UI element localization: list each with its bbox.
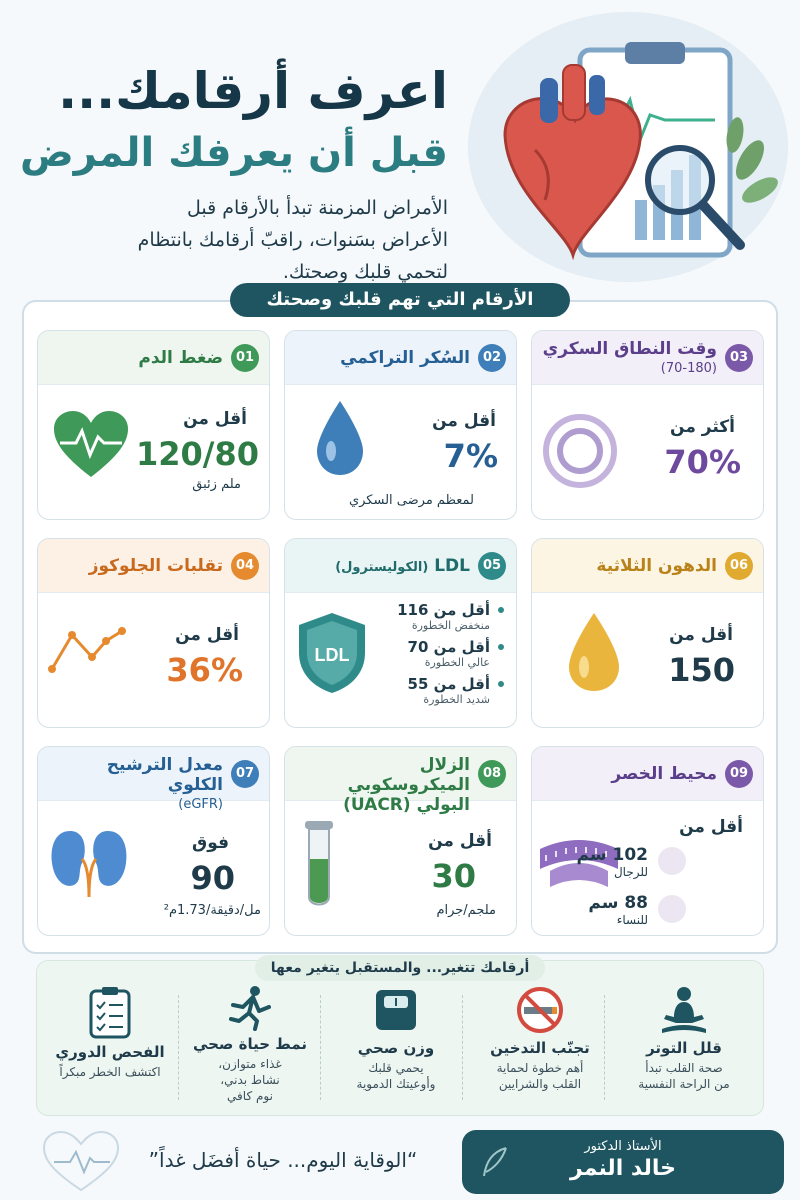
card-title: ضغط الدم: [138, 348, 223, 368]
card-number: 02: [478, 344, 506, 372]
desc-line: من الراحة النفسية: [638, 1077, 730, 1091]
card-blood-pressure: [37, 330, 270, 520]
ldl-shield-icon: [295, 611, 369, 695]
scale-icon: [371, 985, 421, 1035]
card-waist-circumference: [531, 746, 764, 936]
card-uacr: [284, 746, 517, 936]
ldl-risk-note: شديد الخطورة: [423, 693, 490, 706]
card-title: [293, 556, 470, 578]
card-number: 05: [478, 552, 506, 580]
card-title: [293, 755, 470, 815]
card-header: [285, 331, 516, 385]
card-title-line2: البولي (UACR): [343, 795, 470, 815]
card-number: 08: [478, 760, 506, 788]
ldl-targets-list: [384, 601, 504, 712]
author-badge: [462, 1130, 784, 1194]
lifestyle-item-reduce-stress: [614, 985, 754, 1110]
target-ring-icon: [540, 411, 620, 491]
list-item: [384, 675, 504, 707]
value-label: أقل من: [679, 817, 743, 837]
lifestyle-title: أرقامك تتغير... والمستقبل يتغير معها: [255, 955, 545, 981]
card-time-in-range: [531, 330, 764, 520]
lifestyle-item-title: وزن صحي: [357, 1039, 435, 1057]
card-header: [38, 331, 269, 385]
card-header: [532, 539, 763, 593]
kidneys-icon: [48, 827, 130, 899]
card-ldl: [284, 538, 517, 728]
page-title: اعرف أرقامك...: [58, 62, 448, 120]
waist-women-value: 88 سم: [588, 893, 648, 913]
value: 120/80: [135, 435, 259, 473]
woman-avatar-icon: [658, 895, 686, 923]
heart-clipboard-illustration: [485, 40, 785, 280]
waist-women-row: [540, 893, 690, 929]
lifestyle-item-description: [470, 1060, 610, 1092]
value: 150: [668, 651, 735, 689]
card-title-range: (70-180): [660, 361, 717, 376]
value-label: أقل من: [432, 411, 496, 431]
waist-men-value: 102 سم: [576, 845, 648, 865]
card-egfr: [37, 746, 270, 936]
footer-quote: “الوقاية اليوم... حياة أفضَل غداً”: [148, 1148, 418, 1172]
author-name: خالد النمر: [570, 1156, 676, 1181]
card-title-text: وقت النطاق السكري: [542, 339, 717, 359]
desc-line: غذاء متوازن،: [218, 1057, 282, 1071]
value-unit: مل/دقيقة/1.73م²: [163, 903, 261, 918]
test-tube-icon: [299, 819, 339, 915]
waist-women-label: للنساء: [616, 913, 648, 927]
card-glucose-variability: [37, 538, 270, 728]
desc-line: نوم كافي: [227, 1089, 273, 1103]
ldl-risk-note: منخفض الخطورة: [411, 619, 490, 632]
card-title: [540, 339, 717, 379]
hero-description: الأمراض المزمنة تبدأ بالأرقام قبل الأعراض بسَنوات، راقبّ أرقامك بانتظام لتحمي قلبك وصحتك.: [137, 197, 448, 283]
card-number: 03: [725, 344, 753, 372]
lifestyle-item-regular-checkup: [40, 985, 180, 1110]
value: 90: [190, 859, 235, 897]
value-unit: ملم زئبق: [192, 477, 241, 492]
value: 36%: [166, 651, 243, 689]
card-header: [285, 747, 516, 815]
card-number: 09: [725, 760, 753, 788]
lifestyle-item-description: [614, 1060, 754, 1092]
blood-drop-icon: [315, 399, 365, 477]
meditation-icon: [656, 985, 712, 1035]
card-header: [38, 539, 269, 593]
desc-line: أهم خطوة لحماية: [496, 1061, 584, 1075]
shield-label: LDL: [314, 645, 350, 665]
lifestyle-item-title: نمط حياة صحي: [192, 1035, 308, 1053]
list-item: [384, 601, 504, 633]
lifestyle-item-title: الفحص الدوري: [55, 1043, 165, 1061]
desc-line: القلب والشرايين: [498, 1077, 582, 1091]
card-header: [38, 747, 269, 812]
desc-line: نشاط بدني،: [220, 1073, 280, 1087]
section-title: الأرقام التي تهم قلبك وصحتك: [230, 283, 570, 317]
card-title: محيط الخصر: [611, 764, 717, 784]
card-title-abbrev: (eGFR): [178, 797, 223, 812]
card-header: [285, 539, 516, 593]
heart-outline-icon: [36, 1130, 126, 1194]
hero-section: [0, 0, 800, 285]
ldl-value: أقل من 116: [397, 601, 490, 619]
card-number: 04: [231, 552, 259, 580]
value-label: أكثر من: [670, 417, 735, 437]
lifestyle-item-no-smoking: [470, 985, 610, 1110]
ldl-value: أقل من 70: [407, 638, 490, 656]
card-title-text: معدل الترشيح الكلوي: [106, 755, 223, 795]
waist-men-row: [540, 845, 690, 881]
no-smoking-icon: [514, 985, 566, 1035]
running-icon: [225, 985, 275, 1031]
value: 7%: [443, 437, 498, 475]
card-hba1c: [284, 330, 517, 520]
value-label: أقل من: [175, 625, 239, 645]
man-avatar-icon: [658, 847, 686, 875]
lifestyle-item-description: [326, 1060, 466, 1092]
ldl-value: أقل من 55: [407, 675, 490, 693]
list-item: [384, 638, 504, 670]
lifestyle-item-description: [180, 1056, 320, 1104]
card-header: [532, 331, 763, 385]
lifestyle-item-description: اكتشف الخطر مبكراً: [59, 1065, 161, 1079]
value-label: أقل من: [669, 625, 733, 645]
value-label: أقل من: [183, 409, 247, 429]
value: 30: [431, 857, 476, 895]
card-header: [532, 747, 763, 801]
checklist-icon: [87, 985, 133, 1039]
author-role: الأستاذ الدكتور: [584, 1139, 662, 1154]
card-number: 06: [725, 552, 753, 580]
card-number: 07: [231, 760, 259, 788]
card-title-line1: الزلال الميكروسكوبي: [347, 755, 470, 795]
value-label: أقل من: [428, 831, 492, 851]
lifestyle-item-title: تجنّب التدخين: [490, 1039, 590, 1057]
glucose-line-icon: [48, 627, 128, 677]
ldl-risk-note: عالي الخطورة: [424, 656, 490, 669]
lifestyle-item-title: قلل التوتر: [646, 1039, 722, 1057]
desc-line: يحمي قلبك: [368, 1061, 424, 1075]
card-triglycerides: [531, 538, 764, 728]
desc-line: صحة القلب تبدأ: [645, 1061, 723, 1075]
value-unit: لمعظم مرضى السكري: [348, 493, 474, 508]
card-title: تقلبات الجلوكوز: [88, 556, 223, 576]
lifestyle-item-healthy-lifestyle: [180, 985, 320, 1110]
lifestyle-item-healthy-weight: [326, 985, 466, 1110]
card-title: الدهون الثلاثية: [596, 556, 717, 576]
desc-line: وأوعيتك الدموية: [356, 1077, 436, 1091]
card-title-paren: (الكوليسترول): [335, 560, 429, 575]
waist-men-label: للرجال: [613, 865, 648, 879]
divider: [320, 995, 321, 1100]
value: 70%: [664, 443, 741, 481]
card-number: 01: [231, 344, 259, 372]
card-title-ldl: LDL: [434, 556, 470, 576]
value-label: فوق: [192, 833, 229, 853]
feather-pen-icon: [480, 1146, 510, 1180]
page-subtitle-heading: قبل أن يعرفك المرض: [19, 130, 448, 176]
value-unit: ملجم/جرام: [436, 903, 496, 918]
oil-drop-icon: [566, 611, 622, 693]
card-title: [46, 755, 223, 815]
card-title: السُكر التراكمي: [340, 348, 470, 368]
heart-pulse-icon: [52, 411, 130, 481]
